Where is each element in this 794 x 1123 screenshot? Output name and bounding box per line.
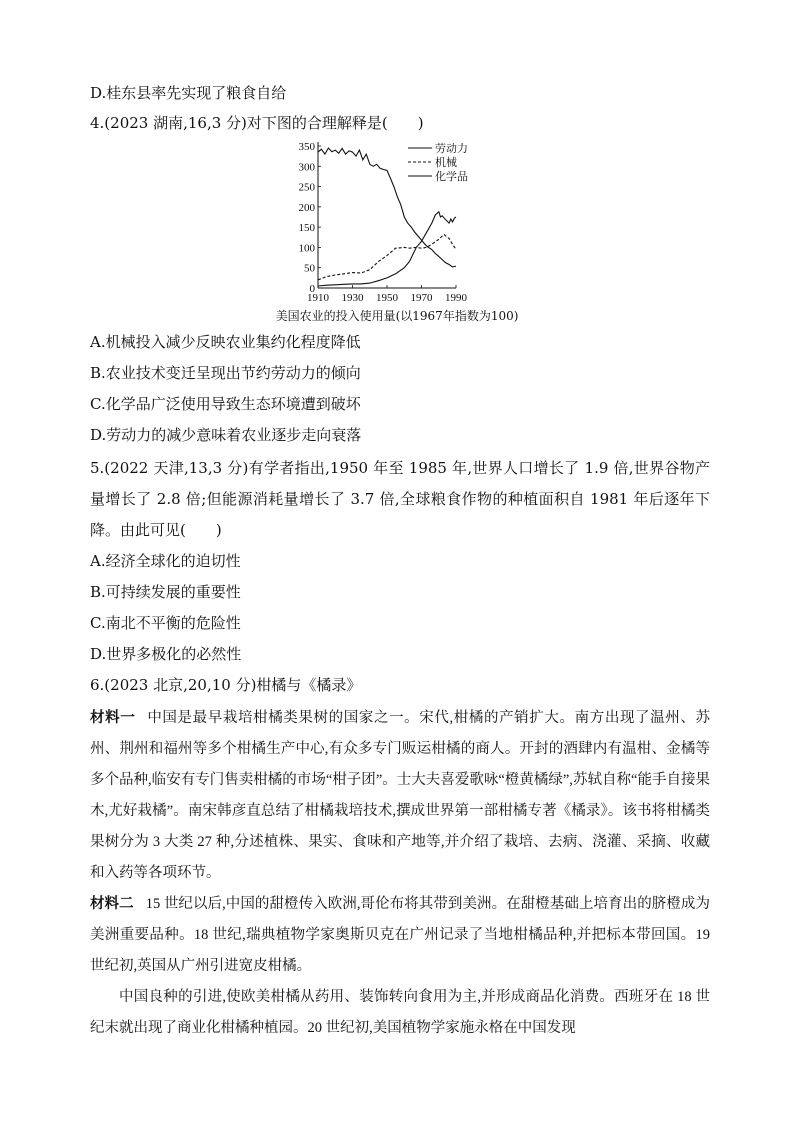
y-tick-label: 50 [304,262,315,275]
material-1-text: 中国是最早栽培柑橘类果树的国家之一。宋代,柑橘的产销扩大。南方出现了温州、苏州、荆州和福州等多个柑橘生产中心,有众多专门贩运柑橘的商人。开封的酒肆内有温柑、金橘等多个品种,临安有专门售卖柑橘的市场“柑子团”。士大夫喜爱歌咏“橙黄橘绿”,苏轼自称“能手自接果木,尤好栽橘”。南宋韩彦直总结了柑橘栽培技术,撰成世界第一部柑橘专著《橘录》。该书将柑橘类果树分为 3 大类 27 种,分述植株、果实、食味和产地等,并介绍了栽培、去病、浇灌、采摘、收藏和入药等各项环节。 [90,710,710,881]
y-tick-label: 150 [298,222,315,235]
y-tick-label: 100 [298,242,315,255]
question-4: 4.(2023 湖南,16,3 分)对下图的合理解释是( ) [90,114,424,132]
agri-input-line-chart [290,138,490,306]
series-line-2 [318,234,456,280]
question-6: 6.(2023 北京,20,10 分)柑橘与《橘录》 [90,676,362,694]
option-q5-a: A.经济全球化的迫切性 [90,552,241,570]
x-tick-label: 1990 [445,292,467,304]
material-1 [90,703,710,889]
material-2-text: 15 世纪以后,中国的甜橙传入欧洲,哥伦布将其带到美洲。在甜橙基础上培育出的脐橙成为美洲重要品种。18 世纪,瑞典植物学家奥斯贝克在广州记录了当地柑橘品种,并把标本带回国。19 世纪初,英国从广州引进宽皮柑橘。 [90,896,710,974]
x-tick-label: 1910 [307,292,329,304]
option-q5-d: D.世界多极化的必然性 [90,645,242,663]
material-1-label: 材料一 [90,710,136,726]
x-tick-label: 1950 [376,292,398,304]
material-2-paragraph-2: 中国良种的引进,使欧美柑橘从药用、装饰转向食用为主,并形成商品化消费。西班牙在 18 世纪末就出现了商业化柑橘种植园。20 世纪初,美国植物学家施永格在中国发现 [90,989,710,1036]
material-2-label: 材料二 [90,896,134,912]
option-q5-b: B.可持续发展的重要性 [90,583,241,601]
y-tick-label: 250 [298,181,315,194]
legend-label-1: 劳动力 [435,142,468,155]
option-q4-a: A.机械投入减少反映农业集约化程度降低 [90,333,361,351]
y-tick-label: 350 [298,141,315,153]
question-5: 5.(2022 天津,13,3 分)有学者指出,1950 年至 1985 年,世界人口增长了 1.9 倍,世界谷物产量增长了 2.8 倍;但能源消耗量增长了 3.7 倍,全球粮食作物的种植面积自 1981 年后逐年下降。由此可见( ) [90,459,710,539]
option-q4-c: C.化学品广泛使用导致生态环境遭到破坏 [90,395,361,413]
x-tick-label: 1970 [410,292,433,304]
legend-label-2: 机械 [435,156,457,169]
x-tick-label: 1930 [341,292,364,304]
option-q4-b: B.农业技术变迁呈现出节约劳动力的倾向 [90,364,361,382]
chart-caption: 美国农业的投入使用量(以1967年指数为100) [275,309,519,323]
y-tick-label: 300 [298,161,315,174]
y-tick-label: 0 [309,283,315,295]
y-tick-label: 200 [298,201,315,214]
option-q4-d: D.劳动力的减少意味着农业逐步走向衰落 [90,426,362,444]
option-q3-d: D.桂东县率先实现了粮食自给 [90,84,287,102]
option-q5-c: C.南北不平衡的危险性 [90,614,241,632]
material-2 [90,889,710,982]
legend-label-3: 化学品 [435,170,468,183]
